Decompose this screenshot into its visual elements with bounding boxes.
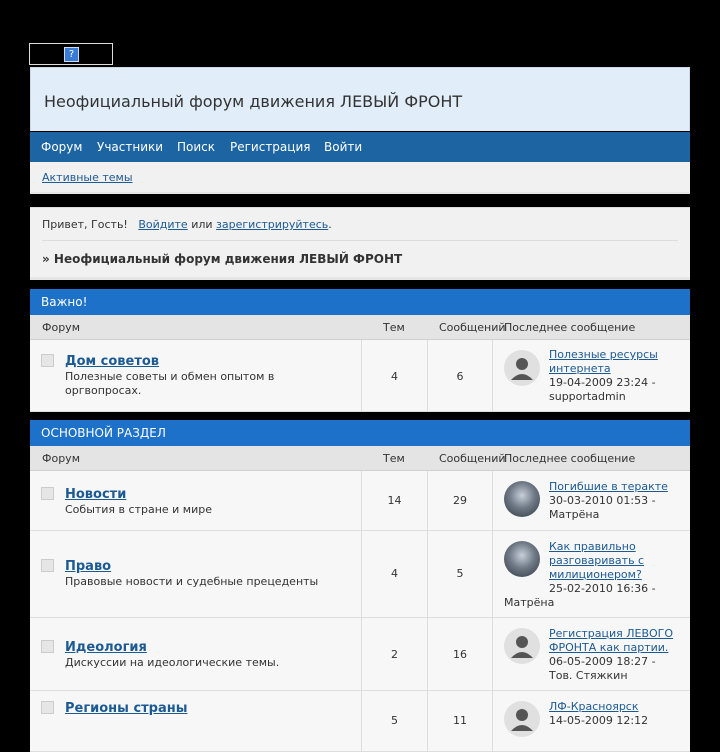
last-post-date: 25-02-2010 16:36 - — [549, 582, 656, 595]
last-post-link[interactable]: Погибшие в теракте — [549, 480, 668, 493]
col-forum: Форум — [42, 452, 80, 465]
forum-title[interactable]: Новости — [65, 487, 127, 502]
post-count: 11 — [453, 714, 467, 727]
post-count: 16 — [453, 648, 467, 661]
forum-desc: Полезные советы и обмен опытом в оргвопросах. — [65, 370, 275, 397]
last-post — [549, 480, 682, 522]
col-topics: Тем — [383, 321, 405, 334]
forum-row — [30, 691, 690, 752]
last-post-user: Матрёна — [549, 508, 600, 521]
forum-desc: Правовые новости и судебные прецеденты — [65, 575, 319, 588]
column-header — [30, 446, 690, 471]
help-box — [29, 43, 113, 65]
last-post-user: Матрёна — [504, 596, 555, 609]
forum-row — [30, 340, 690, 412]
forum-row — [30, 531, 690, 618]
nav-search[interactable]: Поиск — [177, 140, 216, 154]
category-title: ОСНОВНОЙ РАЗДЕЛ — [30, 420, 690, 446]
last-post-link[interactable]: Как правильно разговаривать с милиционером? — [549, 540, 645, 581]
forum-status-icon — [41, 701, 54, 714]
post-count: 29 — [453, 494, 467, 507]
col-last: Последнее сообщение — [504, 321, 636, 334]
last-post-date: 19-04-2009 23:24 - — [549, 376, 656, 389]
user-avatar-icon — [504, 628, 540, 664]
forum-row — [30, 618, 690, 691]
category-title: Важно! — [30, 289, 690, 315]
question-icon[interactable]: ? — [64, 47, 79, 62]
forum-status-icon — [41, 559, 54, 572]
register-link[interactable]: зарегистрируйтесь — [216, 218, 329, 231]
divider — [42, 240, 678, 241]
nav-forum[interactable]: Форум — [41, 140, 83, 154]
dot-text: . — [328, 218, 332, 231]
welcome-panel — [30, 207, 690, 280]
topic-count: 14 — [387, 494, 402, 507]
topic-count: 2 — [391, 648, 398, 661]
forum-status-icon — [41, 640, 54, 653]
category-important — [30, 289, 690, 412]
last-post-user: Тов. Стяжкин — [549, 669, 628, 682]
last-post-link[interactable]: Полезные ресурсы интернета — [549, 348, 658, 375]
col-last: Последнее сообщение — [504, 452, 636, 465]
forum-title[interactable]: Дом советов — [65, 354, 160, 369]
nav-register[interactable]: Регистрация — [230, 140, 311, 154]
last-post — [549, 348, 682, 404]
main-nav — [30, 132, 690, 162]
user-avatar-icon — [504, 350, 540, 386]
greeting-text: Привет, Гость! — [42, 218, 128, 231]
last-post — [549, 540, 682, 596]
col-posts: Сообщений — [439, 452, 506, 465]
category-main — [30, 420, 690, 752]
last-post-date: 06-05-2009 18:27 - — [549, 655, 656, 668]
last-post-date: 30-03-2010 01:53 - — [549, 494, 656, 507]
forum-desc: События в стране и мире — [65, 503, 213, 516]
last-post-date: 14-05-2009 12:12 — [549, 714, 649, 727]
forum-desc: Дискуссии на идеологические темы. — [65, 656, 280, 669]
col-topics: Тем — [383, 452, 405, 465]
col-forum: Форум — [42, 321, 80, 334]
forum-status-icon — [41, 354, 54, 367]
or-text: или — [191, 218, 213, 231]
topic-count: 5 — [391, 714, 398, 727]
site-header — [30, 67, 690, 131]
user-avatar-icon — [504, 701, 540, 737]
column-header — [30, 315, 690, 340]
site-title: Неофициальный форум движения ЛЕВЫЙ ФРОНТ — [44, 92, 463, 111]
last-post-link[interactable]: ЛФ-Красноярск — [549, 700, 639, 713]
nav-login[interactable]: Войти — [324, 140, 363, 154]
last-post — [549, 700, 682, 728]
forum-title[interactable]: Идеология — [65, 640, 147, 655]
last-post — [549, 627, 682, 683]
forum-status-icon — [41, 487, 54, 500]
login-link[interactable]: Войдите — [138, 218, 188, 231]
nav-members[interactable]: Участники — [97, 140, 164, 154]
sub-nav — [30, 162, 690, 194]
topic-count: 4 — [391, 370, 398, 383]
breadcrumb: » Неофициальный форум движения ЛЕВЫЙ ФРОНТ — [42, 252, 403, 266]
forum-row — [30, 471, 690, 531]
col-posts: Сообщений — [439, 321, 506, 334]
last-post-user: supportadmin — [549, 390, 626, 403]
post-count: 6 — [456, 370, 464, 383]
topic-count: 4 — [391, 567, 398, 580]
forum-title[interactable]: Право — [65, 559, 112, 574]
forum-title[interactable]: Регионы страны — [65, 701, 188, 716]
user-avatar — [504, 541, 540, 577]
user-avatar — [504, 481, 540, 517]
post-count: 5 — [456, 567, 464, 580]
active-topics-link[interactable]: Активные темы — [42, 171, 133, 184]
last-post-link[interactable]: Регистрация ЛЕВОГО ФРОНТА как партии. — [549, 627, 674, 654]
greeting — [42, 218, 332, 231]
